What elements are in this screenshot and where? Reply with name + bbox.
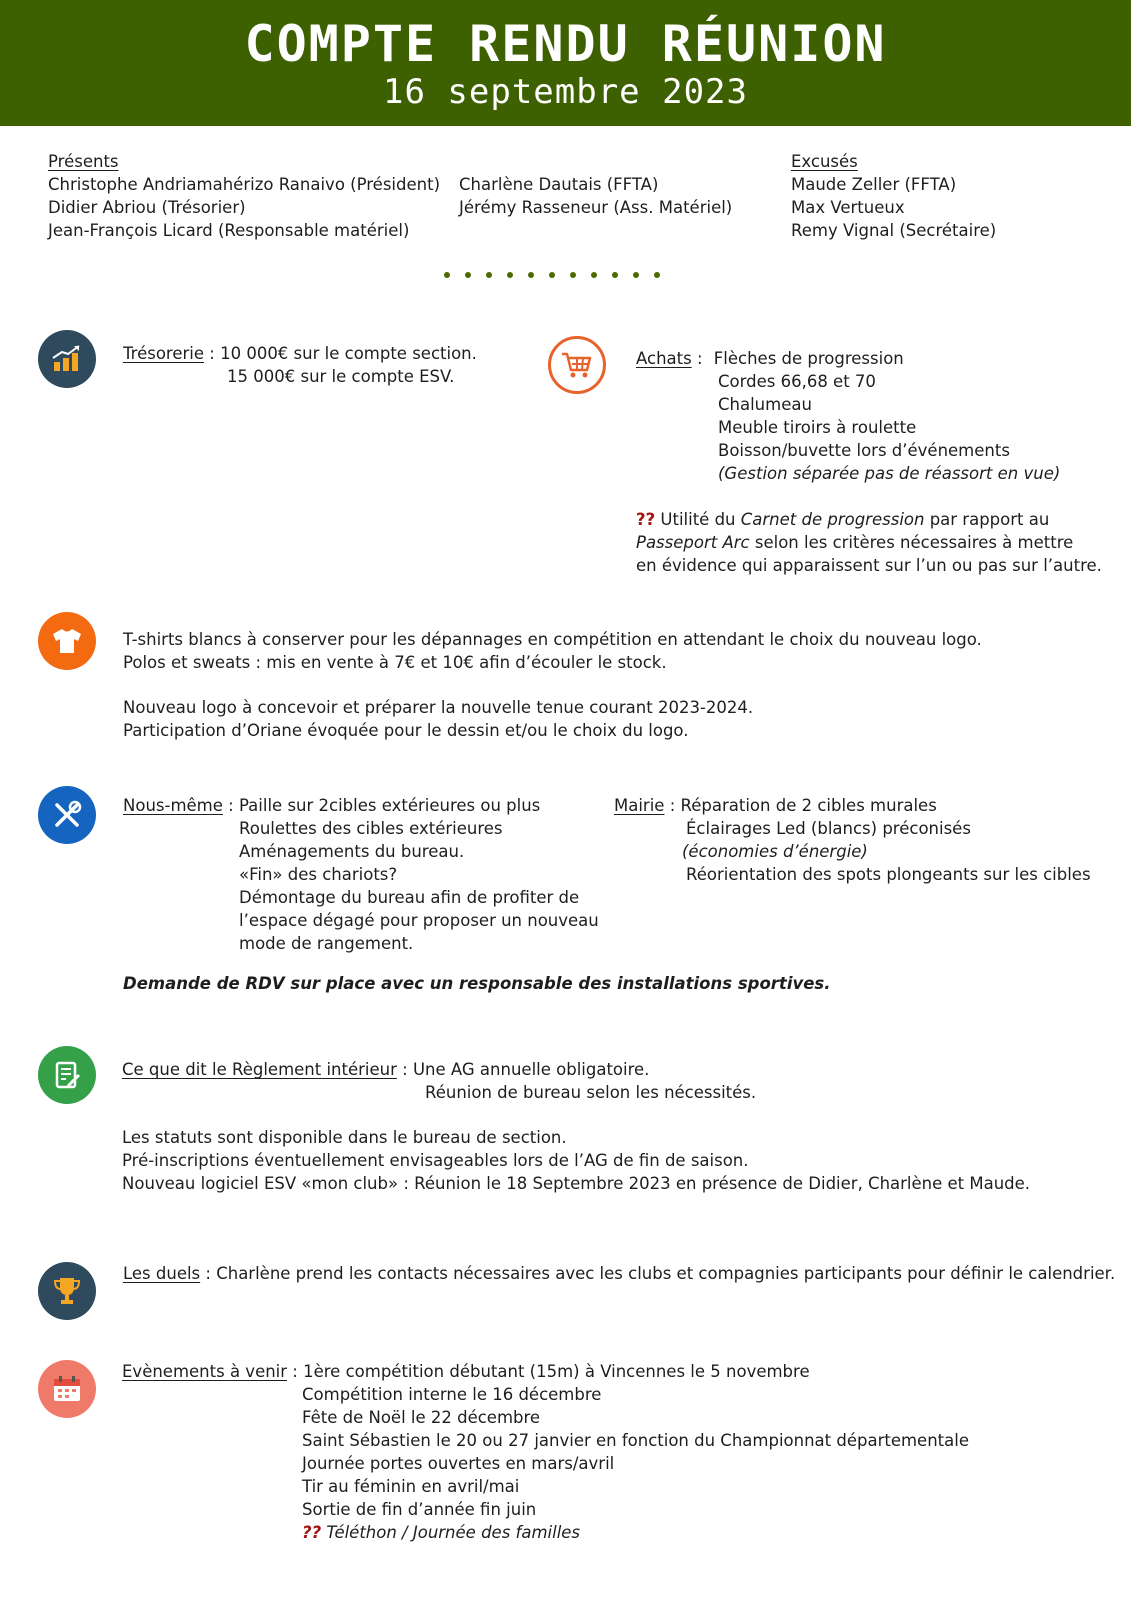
reglement-item: Réunion de bureau selon les nécessités. [425, 1083, 757, 1102]
attendee: Didier Abriou (Trésorier) [48, 198, 246, 217]
evenement-item: Compétition interne le 16 décembre [302, 1385, 602, 1404]
question-marker: ?? [302, 1523, 322, 1542]
evenement-item: Saint Sébastien le 20 ou 27 janvier en fonction du Championnat départementale [302, 1431, 969, 1450]
chart-growth-icon [38, 330, 96, 388]
reglement-section [122, 1058, 1030, 1195]
nous-meme-item: Roulettes des cibles extérieures [239, 819, 503, 838]
question-text: par rapport au [924, 510, 1050, 529]
excused-person: Maude Zeller (FFTA) [791, 175, 957, 194]
mairie-item: Réorientation des spots plongeants sur les cibles [686, 865, 1091, 884]
question-text: selon les critères nécessaires à mettre [749, 533, 1074, 552]
excused-person: Max Vertueux [791, 198, 905, 217]
trophy-icon [38, 1262, 96, 1320]
achats-item: Meuble tiroirs à roulette [718, 418, 917, 437]
achats-item: Cordes 66,68 et 70 [718, 372, 876, 391]
question-text: Utilité du [655, 510, 741, 529]
achats-heading: Achats [636, 349, 692, 368]
achats-item: Chalumeau [718, 395, 812, 414]
reglement-extra: Pré-inscriptions éventuellement envisageables lors de l’AG de fin de saison. [122, 1151, 749, 1170]
duels-text: : Charlène prend les contacts nécessaires avec les clubs et compagnies participants pour définir le calendrier. [200, 1264, 1116, 1283]
separator: : [287, 1362, 304, 1381]
duels-heading: Les duels [123, 1264, 201, 1283]
tenue-line: Polos et sweats : mis en vente à 7€ et 10€ afin d’écouler le stock. [123, 653, 667, 672]
mairie-item: Éclairages Led (blancs) préconisés [686, 819, 971, 838]
evenements-section [122, 1360, 969, 1544]
nous-meme-item: Aménagements du bureau. [239, 842, 465, 861]
evenements-heading: Evènements à venir [122, 1362, 288, 1381]
nous-meme-item: mode de rangement. [239, 934, 414, 953]
evenement-item: Sortie de fin d’année fin juin [302, 1500, 537, 1519]
tenue-line: Nouveau logo à concevoir et préparer la nouvelle tenue courant 2023-2024. [123, 698, 754, 717]
achats-question [636, 508, 1102, 577]
reglement-item: Une AG annuelle obligatoire. [412, 1060, 650, 1079]
attendee: Charlène Dautais (FFTA) [459, 175, 659, 194]
tshirt-icon [38, 612, 96, 670]
present-column-2 [459, 173, 732, 219]
tenue-section [123, 628, 982, 742]
mairie-note: (économies d’énergie) [682, 842, 868, 861]
attendee: Jean-François Licard (Responsable matériel) [48, 221, 410, 240]
question-text: en évidence qui apparaissent sur l’un ou pas sur l’autre. [636, 556, 1102, 575]
achats-section [636, 347, 1060, 485]
tresorerie-section [123, 342, 477, 388]
separator: : [222, 796, 239, 815]
nous-meme-heading: Nous-même [123, 796, 223, 815]
evenement-item: 1ère compétition débutant (15m) à Vincennes le 5 novembre [303, 1362, 810, 1381]
nous-meme-item: «Fin» des chariots? [239, 865, 398, 884]
nous-meme-item: Paille sur 2cibles extérieures ou plus [238, 796, 541, 815]
achats-item: Boisson/buvette lors d’événements [718, 441, 1010, 460]
tresorerie-line: 10 000€ sur le compte section. [220, 344, 477, 363]
tresorerie-heading: Trésorerie [123, 344, 205, 363]
nous-meme-section [123, 794, 599, 955]
question-text: Passeport Arc [636, 533, 750, 552]
mairie-item: Réparation de 2 cibles murales [680, 796, 937, 815]
demande-text: Demande de RDV sur place avec un responsable des installations sportives. [123, 974, 831, 993]
achats-item: Flèches de progression [713, 349, 904, 368]
achats-note: (Gestion séparée pas de réassort en vue) [718, 464, 1061, 483]
evenement-item: Journée portes ouvertes en mars/avril [302, 1454, 615, 1473]
tools-icon [38, 786, 96, 844]
reglement-extra: Les statuts sont disponible dans le bureau de section. [122, 1128, 567, 1147]
mairie-section [614, 794, 1091, 886]
evenement-item: Téléthon / Journée des familles [321, 1523, 581, 1542]
excused-column [791, 150, 996, 242]
separator: : [396, 1060, 413, 1079]
attendee: Jérémy Rasseneur (Ass. Matériel) [459, 198, 733, 217]
question-text: Carnet de progression [740, 510, 925, 529]
tenue-line: Participation d’Oriane évoquée pour le dessin et/ou le choix du logo. [123, 721, 689, 740]
separator: : [204, 344, 221, 363]
nous-meme-item: Démontage du bureau afin de profiter de [239, 888, 580, 907]
nous-meme-item: l’espace dégagé pour proposer un nouveau [239, 911, 599, 930]
question-marker: ?? [636, 510, 656, 529]
reglement-heading: Ce que dit le Règlement intérieur [122, 1060, 397, 1079]
evenement-item: Tir au féminin en avril/mai [302, 1477, 520, 1496]
present-column-1 [48, 150, 440, 242]
evenement-item: Fête de Noël le 22 décembre [302, 1408, 541, 1427]
separator: : [691, 349, 708, 368]
tresorerie-line: 15 000€ sur le compte ESV. [227, 367, 455, 386]
document-edit-icon [38, 1046, 96, 1104]
attendee: Christophe Andriamahérizo Ranaivo (Président) [48, 175, 441, 194]
demande-rdv [123, 972, 831, 995]
present-heading: Présents [48, 152, 119, 171]
separator: : [664, 796, 681, 815]
shopping-cart-icon [548, 336, 606, 394]
duels-section [123, 1262, 1115, 1285]
calendar-icon [38, 1360, 96, 1418]
document-title: COMPTE RENDU RÉUNION [244, 15, 887, 73]
excused-person: Remy Vignal (Secrétaire) [791, 221, 997, 240]
reglement-extra: Nouveau logiciel ESV «mon club» : Réunion le 18 Septembre 2023 en présence de Didier, Charlène et Maude. [122, 1174, 1031, 1193]
tenue-line: T-shirts blancs à conserver pour les dépannages en compétition en attendant le choix du nouveau logo. [123, 630, 982, 649]
document-date: 16 septembre 2023 [383, 72, 748, 112]
header-banner [0, 0, 1131, 126]
section-divider [444, 272, 660, 278]
excused-heading: Excusés [791, 152, 858, 171]
mairie-heading: Mairie [614, 796, 665, 815]
